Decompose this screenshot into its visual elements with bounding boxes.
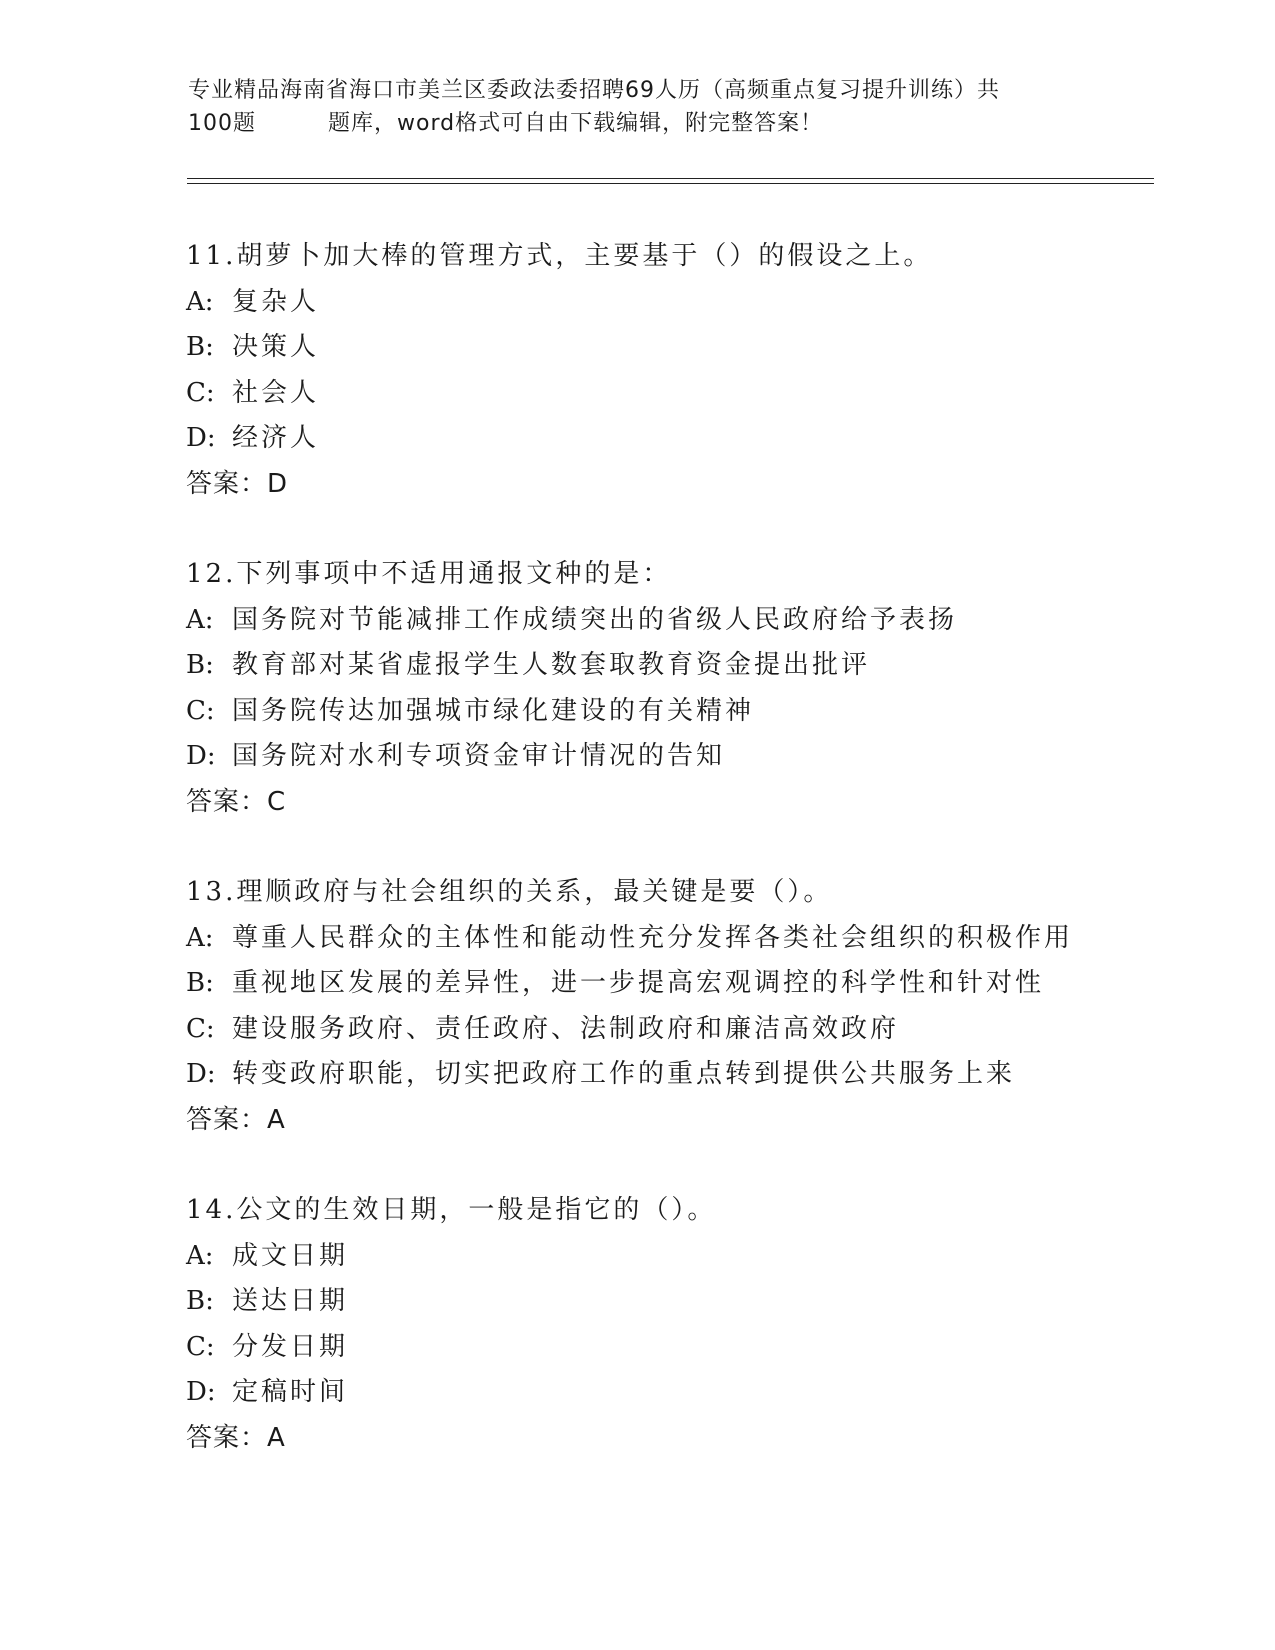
header-divider-bottom (187, 183, 1154, 184)
option-c (186, 1325, 1146, 1371)
option-text: 国务院传达加强城市绿化建设的有关精神 (232, 695, 755, 726)
option-c (186, 371, 1146, 417)
option-d (186, 734, 1146, 780)
option-text: 经济人 (232, 423, 320, 453)
header-divider-top (187, 178, 1154, 179)
option-letter: D: (186, 1059, 216, 1089)
option-letter: B: (186, 332, 214, 362)
question-block (186, 234, 1146, 507)
option-letter: B: (186, 650, 214, 680)
option-text: 送达日期 (232, 1286, 349, 1316)
option-c (186, 1007, 1146, 1053)
option-text: 教育部对某省虚报学生人数套取教育资金提出批评 (232, 650, 871, 680)
header-title-line1: 专业精品海南省海口市美兰区委政法委招聘69人历（高频重点复习提升训练）共 (188, 78, 1000, 103)
option-text: 重视地区发展的差异性，进一步提高宏观调控的科学性和针对性 (232, 968, 1045, 998)
option-letter: B: (186, 968, 214, 998)
option-letter: A: (186, 604, 214, 635)
answer-line: 答案：C (186, 786, 287, 817)
option-text: 建设服务政府、责任政府、法制政府和廉洁高效政府 (232, 1013, 900, 1044)
option-b (186, 643, 1146, 689)
option-letter: D: (186, 1377, 216, 1407)
option-text: 成文日期 (232, 1240, 349, 1271)
option-letter: C: (186, 695, 215, 726)
option-b (186, 961, 1146, 1007)
option-d (186, 1370, 1146, 1416)
option-letter: C: (186, 1331, 215, 1362)
answer-line: 答案：D (186, 468, 289, 499)
option-text: 分发日期 (232, 1331, 349, 1362)
header-question-count: 100题 (188, 111, 256, 136)
option-text: 国务院对节能减排工作成绩突出的省级人民政府给予表扬 (232, 604, 958, 635)
header-description: 题库，word格式可自由下载编辑，附完整答案！ (328, 111, 824, 136)
option-text: 定稿时间 (232, 1377, 349, 1407)
option-a (186, 280, 1146, 326)
option-a (186, 598, 1146, 644)
question-block (186, 552, 1146, 825)
answer-line: 答案：A (186, 1422, 286, 1453)
question-stem: 11.胡萝卜加大棒的管理方式，主要基于（）的假设之上。 (186, 241, 933, 271)
option-letter: A: (186, 1240, 214, 1271)
question-block (186, 1188, 1146, 1461)
question-stem: 14.公文的生效日期，一般是指它的（）。 (186, 1195, 717, 1225)
option-text: 转变政府职能，切实把政府工作的重点转到提供公共服务上来 (232, 1059, 1016, 1089)
question-block (186, 870, 1146, 1143)
option-letter: B: (186, 1286, 214, 1316)
option-a (186, 916, 1146, 962)
header-title-line2 (188, 107, 1088, 140)
option-text: 决策人 (232, 332, 320, 362)
option-letter: C: (186, 377, 215, 408)
option-text: 尊重人民群众的主体性和能动性充分发挥各类社会组织的积极作用 (232, 922, 1074, 953)
question-stem: 12.下列事项中不适用通报文种的是： (186, 559, 672, 589)
option-text: 复杂人 (232, 286, 320, 317)
option-letter: C: (186, 1013, 215, 1044)
option-a (186, 1234, 1146, 1280)
option-letter: D: (186, 741, 216, 771)
answer-line: 答案：A (186, 1104, 286, 1135)
option-text: 社会人 (232, 377, 320, 408)
option-b (186, 1279, 1146, 1325)
document-header (188, 74, 1088, 140)
option-letter: A: (186, 286, 214, 317)
question-stem: 13.理顺政府与社会组织的关系，最关键是要（）。 (186, 877, 833, 907)
option-b (186, 325, 1146, 371)
option-c (186, 689, 1146, 735)
option-d (186, 416, 1146, 462)
option-d (186, 1052, 1146, 1098)
option-text: 国务院对水利专项资金审计情况的告知 (232, 741, 726, 771)
option-letter: D: (186, 423, 216, 453)
option-letter: A: (186, 922, 214, 953)
